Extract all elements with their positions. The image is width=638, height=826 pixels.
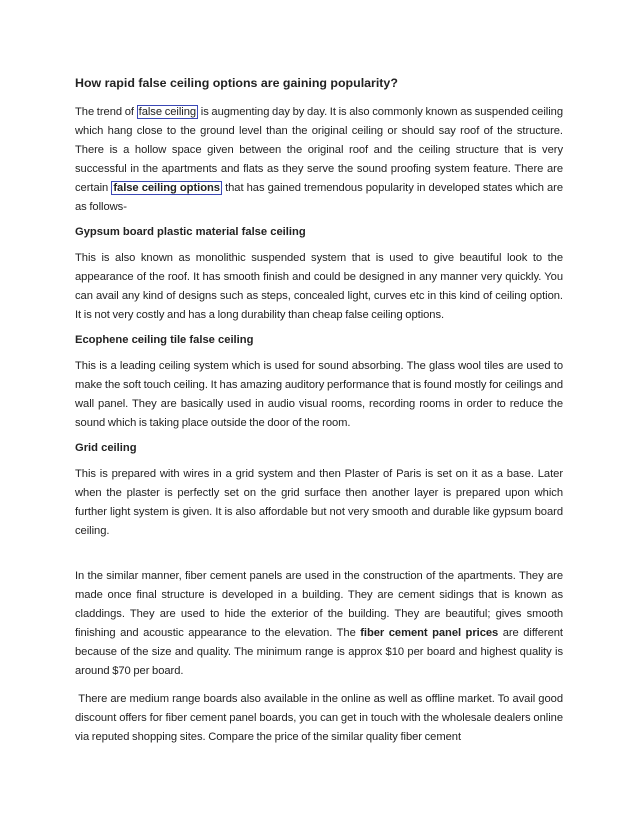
section-heading-ecophene: Ecophene ceiling tile false ceiling <box>75 334 254 346</box>
spacer <box>75 544 563 567</box>
fiber-text-2: are different because of the size and quality. The minimum range is approx $10 per board and highest quality is around $70 per board. <box>75 627 563 677</box>
section-body-ecophene: This is a leading ceiling system which is used for sound absorbing. The glass wool tiles are used to make the soft touch ceiling. It has amazing auditory performance that is found mostly for ceilings and wall panel. They are basically used in audio visual rooms, recording rooms in order to reduce the sound which is taking place outside the door of the room. <box>75 360 563 429</box>
intro-text-3: that has gained tremendous popularity in developed states which are as follows- <box>75 182 563 213</box>
false-ceiling-link[interactable]: false ceiling <box>138 106 197 118</box>
intro-text-2: is augmenting day by day. It is also commonly known as suspended ceiling which hang close to the ground level than the original ceiling or should say roof of the structure. There is a hollow space given between the original roof and the ceiling structure that is very successful in the apartments and flats as they serve the sound proofing system feature. There are certain <box>75 106 563 194</box>
document-page <box>75 63 563 750</box>
section-heading-gypsum: Gypsum board plastic material false ceiling <box>75 226 306 238</box>
intro-paragraph <box>75 103 563 217</box>
section-body-grid: This is prepared with wires in a grid system and then Plaster of Paris is set on it as a base. Later when the plaster is perfectly set on the grid surface then another layer is prepared upon which further light system is given. It is also affordable but not very smooth and durable like gypsum board ceiling. <box>75 468 563 537</box>
section-heading-grid: Grid ceiling <box>75 442 137 454</box>
false-ceiling-options-link[interactable]: false ceiling options <box>113 182 220 194</box>
last-paragraph: There are medium range boards also available in the online as well as offline market. To avail good discount offers for fiber cement panel boards, you can get in touch with the wholesale dealers online via reputed shopping sites. Compare the price of the similar quality fiber cement <box>75 693 563 743</box>
fiber-text-1: In the similar manner, fiber cement panels are used in the construction of the apartments. They are made once final structure is developed in a building. They are cement sidings that is known as claddings. They are used to hide the exterior of the building. They are beautiful; gives smooth finishing and acoustic appearance to the elevation. The <box>75 570 563 639</box>
fiber-cement-paragraph <box>75 567 563 681</box>
page-title: How rapid false ceiling options are gaining popularity? <box>75 76 398 90</box>
fiber-cement-price-text: fiber cement panel prices <box>360 627 499 639</box>
section-body-gypsum: This is also known as monolithic suspended system that is used to give beautiful look to the appearance of the roof. It has smooth finish and could be designed in any manner very quickly. You can avail any kind of designs such as steps, concealed light, curves etc in this kind of ceiling option. It is not very costly and has a long durability than cheap false ceiling options. <box>75 252 563 321</box>
intro-text-1: The trend of <box>75 106 137 118</box>
